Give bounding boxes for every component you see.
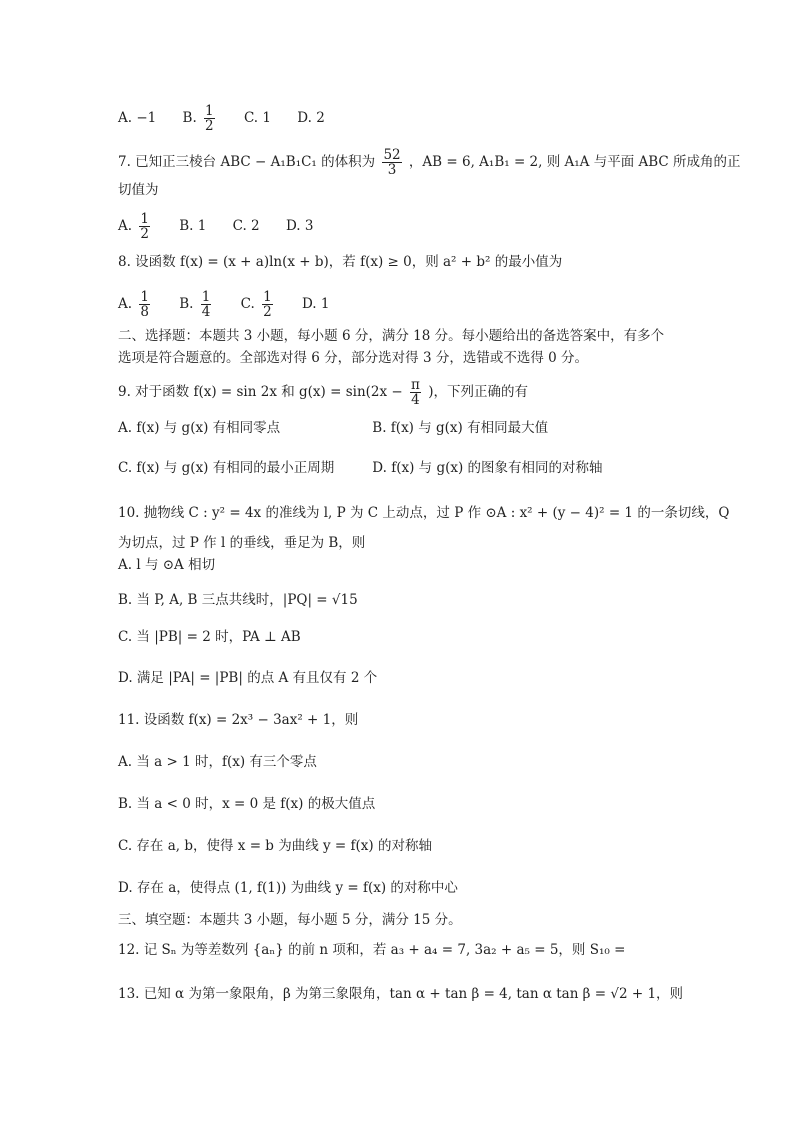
q10-option-a: A. l 与 ⊙A 相切 — [118, 557, 216, 573]
q7-stem-part1: 7. 已知正三棱台 ABC − A₁B₁C₁ 的体积为 — [118, 154, 376, 170]
fraction-denominator: 4 — [201, 304, 211, 320]
section2-heading-line1: 二、选择题：本题共 3 小题，每小题 6 分，满分 18 分。每小题给出的备选答案中，有多个 — [118, 328, 665, 344]
q8-option-c-fraction — [262, 290, 273, 319]
q7-volume-fraction — [382, 148, 401, 177]
q10-option-d: D. 满足 |PA| = |PB| 的点 A 有且仅有 2 个 — [118, 670, 378, 686]
q6-option-b-fraction — [204, 104, 215, 133]
q6-options — [118, 104, 347, 133]
fraction-numerator: 52 — [383, 147, 401, 163]
q10-option-c: C. 当 |PB| = 2 时，PA ⊥ AB — [118, 629, 301, 645]
q9-options-row1 — [118, 418, 622, 438]
fraction-numerator: 1 — [140, 211, 149, 227]
q8-option-b-label: B. — [179, 296, 194, 312]
q7-stem-line1 — [118, 148, 741, 177]
fraction-denominator: 3 — [387, 162, 397, 178]
q8-option-a-fraction — [139, 290, 150, 319]
q10-stem-line1: 10. 抛物线 C : y² = 4x 的准线为 l, P 为 C 上动点，过 P 作 ⊙A : x² + (y − 4)² = 1 的一条切线，Q — [118, 505, 730, 521]
q10-stem-line2: 为切点，过 P 作 l 的垂线，垂足为 B，则 — [118, 535, 366, 551]
q8-option-d: D. 1 — [301, 296, 330, 312]
fraction-denominator: 2 — [140, 226, 149, 242]
q11-option-a: A. 当 a > 1 时，f(x) 有三个零点 — [118, 754, 317, 770]
q8-stem: 8. 设函数 f(x) = (x + a)ln(x + b)，若 f(x) ≥ 0，则 a² + b² 的最小值为 — [118, 254, 563, 270]
q7-option-d: D. 3 — [285, 218, 314, 234]
q9-stem — [118, 378, 528, 407]
fraction-numerator: 1 — [263, 289, 272, 305]
fraction-denominator: 2 — [263, 304, 272, 320]
q6-option-a: A. −1 — [118, 110, 157, 126]
q11-option-c: C. 存在 a, b，使得 x = b 为曲线 y = f(x) 的对称轴 — [118, 838, 432, 854]
q11-stem: 11. 设函数 f(x) = 2x³ − 3ax² + 1，则 — [118, 712, 359, 728]
q8-option-b — [179, 289, 218, 320]
section3-heading: 三、填空题：本题共 3 小题，每小题 5 分，满分 15 分。 — [118, 912, 462, 928]
q7-option-a-fraction — [139, 212, 150, 241]
q9-stem-part1: 9. 对于函数 f(x) = sin 2x 和 g(x) = sin(2x − — [118, 384, 403, 400]
q8-option-a-label: A. — [118, 296, 133, 312]
q9-pi-fraction — [410, 378, 421, 407]
fraction-numerator: π — [411, 377, 420, 393]
q7-option-a — [118, 211, 157, 242]
q6-option-c: C. 1 — [243, 110, 271, 126]
q6-option-b — [182, 103, 222, 134]
fraction-numerator: 1 — [205, 103, 214, 119]
q7-option-a-label: A. — [118, 218, 133, 234]
q6-option-d: D. 2 — [297, 110, 325, 126]
q7-options — [118, 212, 335, 241]
q12-stem: 12. 记 Sₙ 为等差数列 {aₙ} 的前 n 项和，若 a₃ + a₄ = 7, 3a₂ + a₅ = 5，则 S₁₀ = — [118, 942, 626, 958]
q7-option-b: B. 1 — [179, 218, 207, 234]
q9-stem-part2: )，下列正确的有 — [428, 384, 528, 400]
q8-options — [118, 290, 351, 319]
fraction-numerator: 1 — [140, 289, 149, 305]
q8-option-a — [118, 289, 157, 320]
q7-stem-part2: ，AB = 6, A₁B₁ = 2, 则 A₁A 与平面 ABC 所成角的正 — [408, 154, 741, 170]
q6-option-b-label: B. — [182, 110, 197, 126]
q7-option-c: C. 2 — [232, 218, 260, 234]
q9-option-c: C. f(x) 与 g(x) 有相同的最小正周期 — [118, 460, 335, 476]
fraction-denominator: 8 — [140, 304, 149, 320]
section2-heading-line2: 选项是符合题意的。全部选对得 6 分，部分选对得 3 分，选错或不选得 0 分。 — [118, 350, 589, 366]
q13-stem: 13. 已知 α 为第一象限角，β 为第三象限角，tan α + tan β = 4, tan α tan β = √2 + 1，则 — [118, 986, 684, 1002]
q11-option-b: B. 当 a < 0 时，x = 0 是 f(x) 的极大值点 — [118, 796, 376, 812]
q11-option-d: D. 存在 a，使得点 (1, f(1)) 为曲线 y = f(x) 的对称中心 — [118, 880, 458, 896]
q8-option-b-fraction — [201, 290, 212, 319]
fraction-numerator: 1 — [201, 289, 211, 305]
fraction-denominator: 4 — [411, 392, 420, 408]
q8-option-c — [240, 289, 280, 320]
q7-stem-line2: 切值为 — [118, 182, 159, 198]
q9-option-a: A. f(x) 与 g(x) 有相同零点 — [118, 420, 281, 436]
q9-options-row2 — [118, 458, 622, 478]
q9-option-b: B. f(x) 与 g(x) 有相同最大值 — [372, 420, 549, 436]
q10-option-b: B. 当 P, A, B 三点共线时，|PQ| = √15 — [118, 592, 358, 608]
fraction-denominator: 2 — [205, 118, 214, 134]
q9-option-d: D. f(x) 与 g(x) 的图象有相同的对称轴 — [372, 460, 603, 476]
q8-option-c-label: C. — [240, 296, 255, 312]
